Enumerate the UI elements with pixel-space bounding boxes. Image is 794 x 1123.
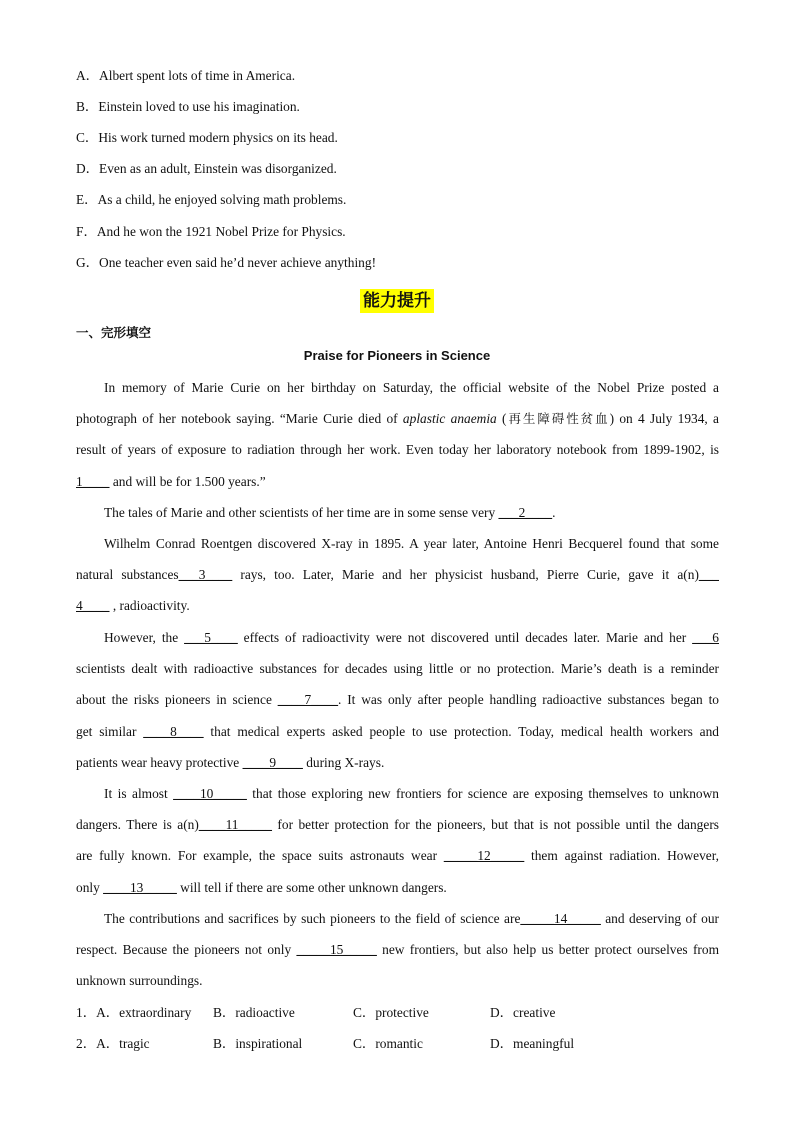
text-run: about the risks pioneers in science	[76, 692, 278, 708]
paragraph-line	[76, 940, 719, 971]
text-run: . It was only after people handling radioactive substances began to	[338, 692, 719, 708]
paragraph-line	[76, 722, 719, 753]
blank-15: _____15_____	[296, 942, 377, 958]
text-run: natural substances	[76, 567, 179, 583]
blank-14: _____14_____	[520, 911, 601, 926]
banner-label: 能力提升	[360, 289, 434, 313]
paragraph-line	[76, 784, 719, 815]
blank-6: ___6	[692, 630, 719, 645]
text-run: only	[76, 879, 104, 895]
text-run: dangers. There is a(n)	[76, 817, 199, 833]
text-run: rays, too. Later, Marie and her physicist husband, Pierre Curie, gave it a(n)	[232, 567, 699, 583]
text-run: The tales of Marie and other scientists of her time are in some sense very	[104, 505, 499, 520]
option-e: E．As a child, he enjoyed solving math problems.	[76, 192, 347, 207]
text-run: It is almost	[104, 786, 174, 801]
text-run: during X-rays.	[302, 754, 385, 770]
paragraph-line	[76, 534, 719, 565]
paragraph-line	[76, 628, 719, 659]
paragraph-line	[76, 659, 719, 690]
text-run: effects of radioactivity were not discovered until decades later. Marie and her	[237, 630, 693, 645]
question-1-option-a: 1．A．extraordinary	[76, 1005, 192, 1020]
paragraph-3	[76, 534, 719, 628]
text-run: Wilhelm Conrad Roentgen discovered X-ray in 1895. A year later, Antoine Henri Becquerel found that some	[104, 536, 719, 551]
paragraph-1	[76, 378, 719, 503]
blank-12: _____12_____	[443, 848, 525, 864]
blank-9: ____9____	[242, 754, 303, 770]
text-run: scientists dealt with radioactive substances for decades using little or no protection. Marie’s death is a reminder	[76, 661, 719, 677]
question-2-option-c: C．romantic	[353, 1036, 423, 1051]
passage-title: Praise for Pioneers in Science	[303, 348, 491, 363]
paragraph-line	[76, 409, 719, 440]
paragraph-line	[76, 596, 719, 627]
blank-5: ___5____	[184, 630, 238, 645]
paragraph-line	[76, 909, 719, 940]
question-2-option-d: D．meaningful	[490, 1036, 575, 1051]
paragraph-2	[76, 503, 719, 534]
text-run: result of years of exposure to radiation through her work. Even today her laboratory notebook from 1899-1902, is	[76, 442, 719, 458]
blank-13: ____13_____	[103, 879, 177, 895]
text-run: The contributions and sacrifices by such pioneers to the field of science are	[104, 911, 521, 926]
question-1-option-d: D．creative	[490, 1005, 556, 1020]
text-run: .	[552, 505, 556, 520]
option-a: A．Albert spent lots of time in America.	[76, 68, 296, 83]
text-run: , radioactivity.	[109, 598, 190, 614]
question-2-option-b: B．inspirational	[213, 1036, 303, 1051]
question-1-option-c: C．protective	[353, 1005, 429, 1020]
chinese-gloss: 再生障碍性贫血	[506, 411, 610, 427]
text-run: and will be for 1.500 years.”	[109, 473, 266, 489]
text-run: However, the	[104, 630, 185, 645]
paragraph-5	[76, 784, 719, 909]
text-run: respect. Because the pioneers not only	[76, 942, 297, 958]
italic-term: aplastic anaemia	[402, 411, 497, 427]
text-run: photograph of her notebook saying. “Marie Curie died of	[76, 411, 403, 427]
text-run: patients wear heavy protective	[76, 754, 243, 770]
blank-7: ____7____	[277, 692, 339, 708]
paragraph-line	[76, 815, 719, 846]
text-run: that medical experts asked people to use protection. Today, medical health workers and	[203, 723, 719, 739]
option-d: D．Even as an adult, Einstein was disorganized.	[76, 161, 337, 176]
text-run: that those exploring new frontiers for science are exposing themselves to unknown	[246, 786, 719, 801]
paragraph-line	[76, 565, 719, 596]
paragraph-line	[76, 753, 719, 784]
question-2-option-a: 2．A．tragic	[76, 1036, 150, 1051]
text-run: In memory of Marie Curie on her birthday on Saturday, the official website of the Nobel Prize posted a	[104, 380, 719, 395]
option-c: C．His work turned modern physics on its head.	[76, 130, 338, 145]
text-run: (	[496, 411, 507, 427]
blank-11: ____11_____	[198, 817, 272, 833]
blank-4-start: ___	[698, 567, 719, 583]
option-g: G．One teacher even said he’d never achieve anything!	[76, 255, 377, 270]
section-heading: 一、完形填空	[76, 325, 152, 340]
text-run: ) on 4 July 1934, a	[609, 411, 719, 427]
paragraph-line	[76, 503, 719, 534]
blank-2: ___2____	[498, 505, 553, 520]
option-b: B．Einstein loved to use his imagination.	[76, 99, 300, 114]
paragraph-line	[76, 971, 719, 1002]
paragraph-6	[76, 909, 719, 1003]
paragraph-line	[76, 878, 719, 909]
question-1-option-b: B．radioactive	[213, 1005, 295, 1020]
blank-1: 1____	[76, 473, 110, 489]
blank-4: 4____	[76, 598, 110, 614]
section-banner	[0, 286, 794, 311]
paragraph-line	[76, 440, 719, 471]
text-run: them against radiation. However,	[524, 848, 719, 864]
paragraph-line	[76, 472, 719, 503]
paragraph-line	[76, 846, 719, 877]
text-run: unknown surroundings.	[76, 973, 203, 989]
option-f: F．And he won the 1921 Nobel Prize for Physics.	[76, 224, 346, 239]
text-run: new frontiers, but also help us better protect ourselves from	[376, 942, 719, 958]
text-run: are fully known. For example, the space suits astronauts wear	[76, 848, 444, 864]
text-run: will tell if there are some other unknown dangers.	[176, 879, 447, 895]
text-run: for better protection for the pioneers, but that is not possible until the dangers	[271, 817, 719, 833]
blank-10: ____10_____	[173, 786, 247, 801]
text-run: get similar	[76, 723, 144, 739]
blank-8: ____8____	[143, 723, 204, 739]
text-run: and deserving of our	[600, 911, 719, 926]
paragraph-4	[76, 628, 719, 784]
blank-3: ___3____	[178, 567, 233, 583]
paragraph-line	[76, 690, 719, 721]
paragraph-line	[76, 378, 719, 409]
